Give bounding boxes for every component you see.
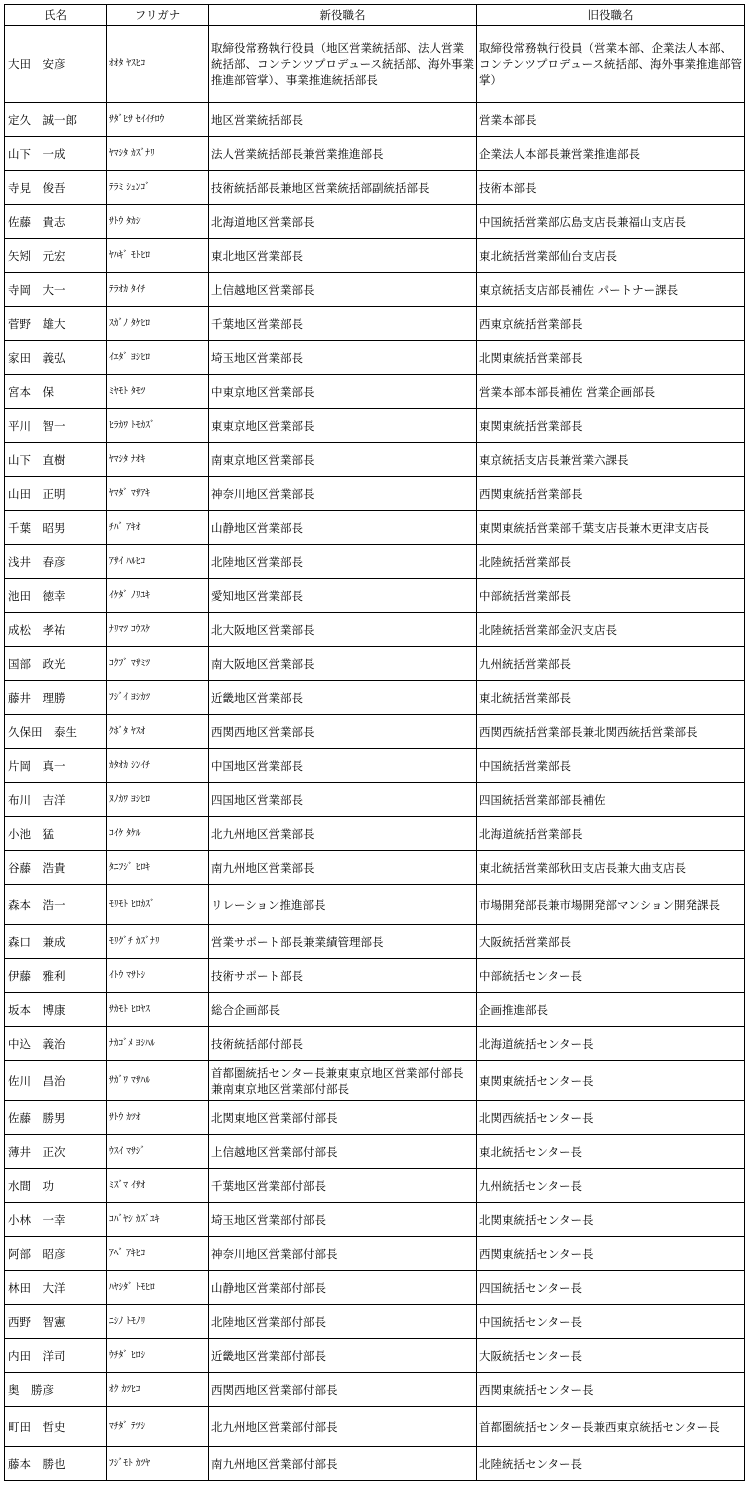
old-position-cell: 中部統括営業部長	[477, 579, 745, 613]
old-position-cell: 北海道統括センター長	[477, 1027, 745, 1061]
name-cell: 水間 功	[5, 1169, 107, 1203]
old-position-cell: 取締役常務執行役員（営業本部、企業法人本部、コンテンツプロデュース統括部、海外事業推進部管掌）	[477, 26, 745, 103]
old-position-cell: 企業法人本部長兼営業推進部長	[477, 137, 745, 171]
name-cell: 坂本 博康	[5, 993, 107, 1027]
furigana-cell: ﾊﾔｼﾀﾞ ﾄﾓﾋﾛ	[107, 1271, 209, 1305]
old-position-cell: 西関東統括センター長	[477, 1237, 745, 1271]
table-row	[5, 511, 745, 545]
table-row	[5, 1339, 745, 1373]
new-position-cell: 西関西地区営業部付部長	[209, 1373, 477, 1407]
table-row	[5, 1373, 745, 1407]
table-row	[5, 1061, 745, 1101]
furigana-cell: ﾃﾗﾐ ｼｭﾝｺﾞ	[107, 171, 209, 205]
header-row	[5, 5, 745, 26]
new-position-cell: 東東京地区営業部長	[209, 409, 477, 443]
name-cell: 寺岡 大一	[5, 273, 107, 307]
furigana-cell: ﾅﾘﾏﾂ ｺｳｽｹ	[107, 613, 209, 647]
old-position-cell: 首都圏統括センター長兼西東京統括センター長	[477, 1407, 745, 1447]
table-row	[5, 783, 745, 817]
furigana-cell: ｻｶﾞﾜ ﾏｻﾊﾙ	[107, 1061, 209, 1101]
new-position-cell: 北九州地区営業部長	[209, 817, 477, 851]
name-cell: 国部 政光	[5, 647, 107, 681]
name-cell: 浅井 春彦	[5, 545, 107, 579]
furigana-cell: ﾔﾊｷﾞ ﾓﾄﾋﾛ	[107, 239, 209, 273]
name-cell: 藤井 理勝	[5, 681, 107, 715]
furigana-cell: ｻﾄｳ ﾀｶｼ	[107, 205, 209, 239]
new-position-cell: 北九州地区営業部付部長	[209, 1407, 477, 1447]
furigana-cell: ﾓﾘｸﾞﾁ ｶｽﾞﾅﾘ	[107, 925, 209, 959]
table-row	[5, 375, 745, 409]
new-position-cell: 山静地区営業部長	[209, 511, 477, 545]
name-cell: 佐川 昌治	[5, 1061, 107, 1101]
table-row	[5, 579, 745, 613]
name-cell: 宮本 保	[5, 375, 107, 409]
table-row	[5, 851, 745, 885]
old-position-cell: 北陸統括営業部金沢支店長	[477, 613, 745, 647]
new-position-cell: 神奈川地区営業部付部長	[209, 1237, 477, 1271]
furigana-cell: ﾔﾏｼﾀ ﾅｵｷ	[107, 443, 209, 477]
name-cell: 森本 浩一	[5, 885, 107, 925]
new-position-cell: 地区営業統括部長	[209, 103, 477, 137]
name-cell: 薄井 正次	[5, 1135, 107, 1169]
new-position-cell: 愛知地区営業部長	[209, 579, 477, 613]
old-position-cell: 企画推進部長	[477, 993, 745, 1027]
furigana-cell: ｺｲｹ ﾀｹﾙ	[107, 817, 209, 851]
furigana-cell: ｲﾄｳ ﾏｻﾄｼ	[107, 959, 209, 993]
name-cell: 林田 大洋	[5, 1271, 107, 1305]
name-cell: 成松 孝祐	[5, 613, 107, 647]
new-position-cell: 神奈川地区営業部長	[209, 477, 477, 511]
name-cell: 伊藤 雅利	[5, 959, 107, 993]
old-position-cell: 中国統括センター長	[477, 1305, 745, 1339]
name-cell: 菅野 雄大	[5, 307, 107, 341]
furigana-cell: ﾇﾉｶﾜ ﾖｼﾋﾛ	[107, 783, 209, 817]
furigana-cell: ｻﾄｳ ｶﾂｵ	[107, 1101, 209, 1135]
furigana-cell: ﾅｶｺﾞﾒ ﾖｼﾊﾙ	[107, 1027, 209, 1061]
old-position-cell: 北関東統括センター長	[477, 1203, 745, 1237]
furigana-cell: ﾁﾊﾞ ｱｷｵ	[107, 511, 209, 545]
old-position-cell: 北陸統括営業部長	[477, 545, 745, 579]
table-row	[5, 341, 745, 375]
furigana-cell: ﾏﾁﾀﾞ ﾃﾂｼ	[107, 1407, 209, 1447]
table-row	[5, 307, 745, 341]
old-position-cell: 西東京統括営業部長	[477, 307, 745, 341]
furigana-cell: ｶﾀｵｶ ｼﾝｲﾁ	[107, 749, 209, 783]
name-cell: 小林 一幸	[5, 1203, 107, 1237]
name-cell: 池田 徳幸	[5, 579, 107, 613]
furigana-cell: ｱｻｲ ﾊﾙﾋｺ	[107, 545, 209, 579]
old-position-cell: 中国統括営業部長	[477, 749, 745, 783]
new-position-cell: 山静地区営業部付部長	[209, 1271, 477, 1305]
old-position-cell: 東北統括営業部長	[477, 681, 745, 715]
furigana-cell: ｻﾀﾞﾋｻ ｾｲｲﾁﾛｳ	[107, 103, 209, 137]
table-row	[5, 1407, 745, 1447]
name-cell: 大田 安彦	[5, 26, 107, 103]
new-position-cell: 技術統括部付部長	[209, 1027, 477, 1061]
new-position-cell: 近畿地区営業部長	[209, 681, 477, 715]
name-cell: 千葉 昭男	[5, 511, 107, 545]
table-row	[5, 1237, 745, 1271]
furigana-cell: ﾌｼﾞｲ ﾖｼｶﾂ	[107, 681, 209, 715]
new-position-cell: 埼玉地区営業部長	[209, 341, 477, 375]
new-position-cell: 東北地区営業部長	[209, 239, 477, 273]
old-position-cell: 大阪統括センター長	[477, 1339, 745, 1373]
table-row	[5, 545, 745, 579]
old-position-cell: 市場開発部長兼市場開発部マンション開発課長	[477, 885, 745, 925]
name-cell: 家田 義弘	[5, 341, 107, 375]
table-row	[5, 171, 745, 205]
new-position-cell: 四国地区営業部長	[209, 783, 477, 817]
table-row	[5, 1169, 745, 1203]
furigana-cell: ｲｹﾀﾞ ﾉﾘﾕｷ	[107, 579, 209, 613]
furigana-cell: ｳｽｲ ﾏｻｼﾞ	[107, 1135, 209, 1169]
table-row	[5, 885, 745, 925]
name-cell: 阿部 昭彦	[5, 1237, 107, 1271]
name-cell: 小池 猛	[5, 817, 107, 851]
furigana-cell: ﾔﾏﾀﾞ ﾏｻｱｷ	[107, 477, 209, 511]
old-position-cell: 東関東統括営業部千葉支店長兼木更津支店長	[477, 511, 745, 545]
furigana-cell: ﾌｼﾞﾓﾄ ｶﾂﾔ	[107, 1447, 209, 1481]
new-position-cell: 北関東地区営業部付部長	[209, 1101, 477, 1135]
old-position-cell: 営業本部長	[477, 103, 745, 137]
table-row	[5, 1447, 745, 1481]
name-cell: 片岡 真一	[5, 749, 107, 783]
new-position-cell: 南大阪地区営業部長	[209, 647, 477, 681]
old-position-cell: 東北統括営業部仙台支店長	[477, 239, 745, 273]
new-position-cell: 近畿地区営業部付部長	[209, 1339, 477, 1373]
furigana-cell: ﾐﾔﾓﾄ ﾀﾓﾂ	[107, 375, 209, 409]
new-position-cell: 埼玉地区営業部付部長	[209, 1203, 477, 1237]
table-row	[5, 613, 745, 647]
name-cell: 内田 洋司	[5, 1339, 107, 1373]
old-position-cell: 北関西統括センター長	[477, 1101, 745, 1135]
table-row	[5, 1027, 745, 1061]
name-cell: 久保田 泰生	[5, 715, 107, 749]
table-row	[5, 817, 745, 851]
table-row	[5, 443, 745, 477]
table-row	[5, 26, 745, 103]
furigana-cell: ｲｴﾀﾞ ﾖｼﾋﾛ	[107, 341, 209, 375]
name-cell: 藤本 勝也	[5, 1447, 107, 1481]
old-position-cell: 西関東統括センター長	[477, 1373, 745, 1407]
old-position-cell: 中国統括営業部広島支店長兼福山支店長	[477, 205, 745, 239]
new-position-cell: 北海道地区営業部長	[209, 205, 477, 239]
new-position-cell: 技術統括部長兼地区営業統括部副統括部長	[209, 171, 477, 205]
name-cell: 定久 誠一郎	[5, 103, 107, 137]
furigana-cell: ﾋﾗｶﾜ ﾄﾓｶｽﾞ	[107, 409, 209, 443]
new-position-cell: 上信越地区営業部長	[209, 273, 477, 307]
table-row	[5, 137, 745, 171]
old-position-cell: 北陸統括センター長	[477, 1447, 745, 1481]
new-position-cell: 総合企画部長	[209, 993, 477, 1027]
new-position-cell: 南九州地区営業部付部長	[209, 1447, 477, 1481]
header-name: 氏名	[5, 5, 107, 26]
old-position-cell: 東関東統括営業部長	[477, 409, 745, 443]
table-row	[5, 239, 745, 273]
old-position-cell: 北海道統括営業部長	[477, 817, 745, 851]
furigana-cell: ｸﾎﾞﾀ ﾔｽｵ	[107, 715, 209, 749]
old-position-cell: 東北統括営業部秋田支店長兼大曲支店長	[477, 851, 745, 885]
old-position-cell: 技術本部長	[477, 171, 745, 205]
table-row	[5, 1305, 745, 1339]
old-position-cell: 東関東統括センター長	[477, 1061, 745, 1101]
furigana-cell: ｽｶﾞﾉ ﾀｹﾋﾛ	[107, 307, 209, 341]
table-row	[5, 749, 745, 783]
name-cell: 西野 智憲	[5, 1305, 107, 1339]
name-cell: 山田 正明	[5, 477, 107, 511]
table-row	[5, 681, 745, 715]
new-position-cell: 営業サポート部長兼業績管理部長	[209, 925, 477, 959]
new-position-cell: 取締役常務執行役員（地区営業統括部、法人営業統括部、コンテンツプロデュース統括部、海外事業推進部管掌）、事業推進統括部長	[209, 26, 477, 103]
new-position-cell: 南東京地区営業部長	[209, 443, 477, 477]
table-row	[5, 103, 745, 137]
table-row	[5, 1203, 745, 1237]
old-position-cell: 北関東統括営業部長	[477, 341, 745, 375]
new-position-cell: 北陸地区営業部付部長	[209, 1305, 477, 1339]
name-cell: 寺見 俊吾	[5, 171, 107, 205]
old-position-cell: 東京統括支店部長補佐 パートナー課長	[477, 273, 745, 307]
new-position-cell: 千葉地区営業部付部長	[209, 1169, 477, 1203]
new-position-cell: 南九州地区営業部長	[209, 851, 477, 885]
furigana-cell: ﾐｽﾞﾏ ｲｻｵ	[107, 1169, 209, 1203]
new-position-cell: リレーション推進部長	[209, 885, 477, 925]
name-cell: 佐藤 貴志	[5, 205, 107, 239]
new-position-cell: 西関西地区営業部長	[209, 715, 477, 749]
old-position-cell: 東北統括センター長	[477, 1135, 745, 1169]
table-row	[5, 1271, 745, 1305]
old-position-cell: 営業本部本部長補佐 営業企画部長	[477, 375, 745, 409]
table-row	[5, 925, 745, 959]
furigana-cell: ｵｸ ｶﾂﾋｺ	[107, 1373, 209, 1407]
name-cell: 森口 兼成	[5, 925, 107, 959]
name-cell: 平川 智一	[5, 409, 107, 443]
table-row	[5, 477, 745, 511]
furigana-cell: ﾀﾆﾌｼﾞ ﾋﾛｷ	[107, 851, 209, 885]
furigana-cell: ｻｶﾓﾄ ﾋﾛﾔｽ	[107, 993, 209, 1027]
new-position-cell: 首都圏統括センター長兼東東京地区営業部付部長兼南東京地区営業部付部長	[209, 1061, 477, 1101]
old-position-cell: 九州統括センター長	[477, 1169, 745, 1203]
name-cell: 町田 哲史	[5, 1407, 107, 1447]
furigana-cell: ﾃﾗｵｶ ﾀｲﾁ	[107, 273, 209, 307]
new-position-cell: 中国地区営業部長	[209, 749, 477, 783]
old-position-cell: 西関西統括営業部長兼北関西統括営業部長	[477, 715, 745, 749]
table-row	[5, 409, 745, 443]
old-position-cell: 東京統括支店長兼営業六課長	[477, 443, 745, 477]
table-row	[5, 1101, 745, 1135]
old-position-cell: 九州統括営業部長	[477, 647, 745, 681]
name-cell: 中込 義治	[5, 1027, 107, 1061]
table-row	[5, 959, 745, 993]
table-row	[5, 647, 745, 681]
header-furigana: フリガナ	[107, 5, 209, 26]
table-body	[5, 26, 745, 1481]
old-position-cell: 四国統括営業部部長補佐	[477, 783, 745, 817]
name-cell: 谷藤 浩貴	[5, 851, 107, 885]
header-old-position: 旧役職名	[477, 5, 745, 26]
old-position-cell: 西関東統括営業部長	[477, 477, 745, 511]
name-cell: 佐藤 勝男	[5, 1101, 107, 1135]
name-cell: 布川 吉洋	[5, 783, 107, 817]
new-position-cell: 法人営業統括部長兼営業推進部長	[209, 137, 477, 171]
name-cell: 矢矧 元宏	[5, 239, 107, 273]
old-position-cell: 四国統括センター長	[477, 1271, 745, 1305]
table-row	[5, 1135, 745, 1169]
name-cell: 山下 一成	[5, 137, 107, 171]
furigana-cell: ﾔﾏｼﾀ ｶｽﾞﾅﾘ	[107, 137, 209, 171]
table-row	[5, 715, 745, 749]
name-cell: 奥 勝彦	[5, 1373, 107, 1407]
table-row	[5, 993, 745, 1027]
new-position-cell: 上信越地区営業部付部長	[209, 1135, 477, 1169]
old-position-cell: 中部統括センター長	[477, 959, 745, 993]
old-position-cell: 大阪統括営業部長	[477, 925, 745, 959]
new-position-cell: 北大阪地区営業部長	[209, 613, 477, 647]
table-row	[5, 205, 745, 239]
header-new-position: 新役職名	[209, 5, 477, 26]
new-position-cell: 中東京地区営業部長	[209, 375, 477, 409]
furigana-cell: ｳﾁﾀﾞ ﾋﾛｼ	[107, 1339, 209, 1373]
furigana-cell: ｵｵﾀ ﾔｽﾋｺ	[107, 26, 209, 103]
personnel-table	[4, 4, 745, 1481]
name-cell: 山下 直樹	[5, 443, 107, 477]
furigana-cell: ｺｸﾌﾞ ﾏｻﾐﾂ	[107, 647, 209, 681]
new-position-cell: 技術サポート部長	[209, 959, 477, 993]
furigana-cell: ｺﾊﾞﾔｼ ｶｽﾞﾕｷ	[107, 1203, 209, 1237]
new-position-cell: 北陸地区営業部長	[209, 545, 477, 579]
new-position-cell: 千葉地区営業部長	[209, 307, 477, 341]
table-row	[5, 273, 745, 307]
furigana-cell: ﾆｼﾉ ﾄﾓﾉﾘ	[107, 1305, 209, 1339]
furigana-cell: ﾓﾘﾓﾄ ﾋﾛｶｽﾞ	[107, 885, 209, 925]
furigana-cell: ｱﾍﾞ ｱｷﾋｺ	[107, 1237, 209, 1271]
